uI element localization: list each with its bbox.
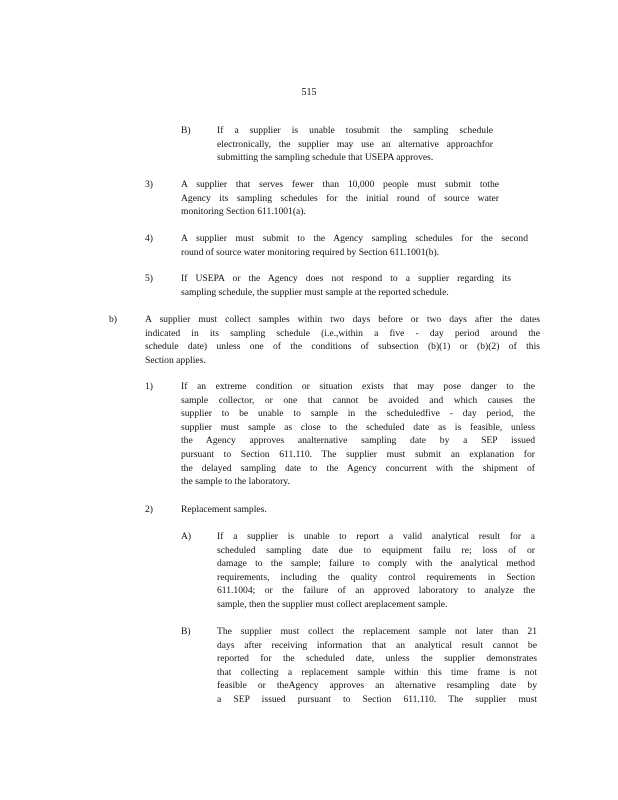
subsection-b-prev	[181, 124, 521, 168]
text-line: scheduled sampling date due to equipment failu re; loss of or	[217, 544, 535, 556]
text-line: supplier must sample as close to the scheduled date as is feasible, unless	[181, 421, 535, 433]
subsection-4	[145, 232, 545, 262]
subsection-text	[145, 313, 540, 367]
subsection-text	[181, 232, 528, 259]
text-line: If a supplier is unable tosubmit the sampling schedule	[217, 125, 493, 136]
text-line: indicated in its sampling schedule (i.e.,within a five - day period around the	[145, 327, 540, 339]
text-line: Replacement samples.	[181, 504, 267, 515]
subsection-text	[217, 124, 493, 165]
subsection-5	[145, 272, 545, 302]
text-line: pursuant to Section 611.110. The supplier must submit an explanation for	[181, 448, 535, 460]
subsection-label: 4)	[145, 233, 153, 244]
subsection-b-2	[145, 503, 545, 519]
subsection-text	[181, 503, 381, 517]
subsection-b-2-a	[181, 530, 551, 614]
subsection-label: B)	[181, 125, 191, 136]
text-line: the Agency approves analternative sampling date by a SEP issued	[181, 435, 535, 447]
text-line: If USEPA or the Agency does not respond to a supplier regarding its	[181, 273, 511, 284]
text-line: supplier to be unable to sample in the scheduledfive - day period, the	[181, 408, 535, 420]
text-line: reported for the scheduled date, unless the supplier demonstrates	[217, 653, 537, 665]
subsection-text	[181, 178, 499, 219]
subsection-text	[181, 380, 535, 489]
subsection-b-1	[145, 380, 545, 492]
subsection-label: A)	[181, 531, 192, 542]
text-line: A supplier that serves fewer than 10,000 people must submit tothe	[181, 179, 499, 190]
text-line: schedule date) unless one of the conditions of subsection (b)(1) or (b)(2) of this	[145, 341, 540, 353]
text-line: the sample to the laboratory.	[181, 476, 290, 488]
subsection-label: 5)	[145, 273, 153, 284]
text-line: sample collector, or one that cannot be avoided and which causes the	[181, 394, 535, 406]
subsection-label: 1)	[145, 381, 153, 392]
text-line: monitoring Section 611.1001(a).	[181, 206, 306, 218]
subsection-text	[217, 625, 537, 707]
text-line: A supplier must collect samples within two days before or two days after the dates	[145, 314, 540, 325]
text-line: submitting the sampling schedule that USEPA approves.	[217, 152, 434, 164]
subsection-label: b)	[109, 314, 117, 325]
subsection-label: B)	[181, 626, 191, 637]
subsection-b	[109, 313, 549, 371]
page-number: 515	[301, 87, 317, 98]
subsection-3	[145, 178, 545, 222]
text-line: A supplier must submit to the Agency sampling schedules for the second	[181, 233, 528, 244]
subsection-text	[217, 530, 535, 612]
text-line: If a supplier is unable to report a valid analytical result for a	[217, 531, 535, 542]
subsection-label: 3)	[145, 179, 153, 190]
subsection-label: 2)	[145, 504, 153, 515]
text-line: Agency its sampling schedules for the initial round of source water	[181, 192, 499, 204]
text-line: days after receiving information that an analytical result cannot be	[217, 639, 537, 651]
subsection-text	[181, 272, 511, 299]
text-line: 611.1004; or the failure of an approved laboratory to analyze the	[217, 585, 535, 597]
text-line: a SEP issued pursuant to Section 611.110. The supplier must	[217, 693, 537, 705]
text-line: sampling schedule, the supplier must sample at the reported schedule.	[181, 286, 449, 298]
text-line: round of source water monitoring required by Section 611.1001(b).	[181, 246, 440, 258]
text-line: damage to the sample; failure to comply with the analytical method	[217, 558, 535, 570]
text-line: sample, then the supplier must collect areplacement sample.	[217, 598, 448, 610]
text-line: feasible or theAgency approves an alternative resampling date by	[217, 680, 537, 692]
text-line: Section applies.	[145, 354, 206, 366]
text-line: If an extreme condition or situation exists that may pose danger to the	[181, 381, 535, 392]
text-line: requirements, including the quality control requirements in Section	[217, 571, 535, 583]
text-line: that collecting a replacement sample within this time frame is not	[217, 666, 537, 678]
text-line: The supplier must collect the replacement sample not later than 21	[217, 626, 537, 637]
text-line: electronically, the supplier may use an alternative approachfor	[217, 138, 493, 150]
text-line: the delayed sampling date to the Agency concurrent with the shipment of	[181, 462, 535, 474]
subsection-b-2-b	[181, 625, 551, 709]
